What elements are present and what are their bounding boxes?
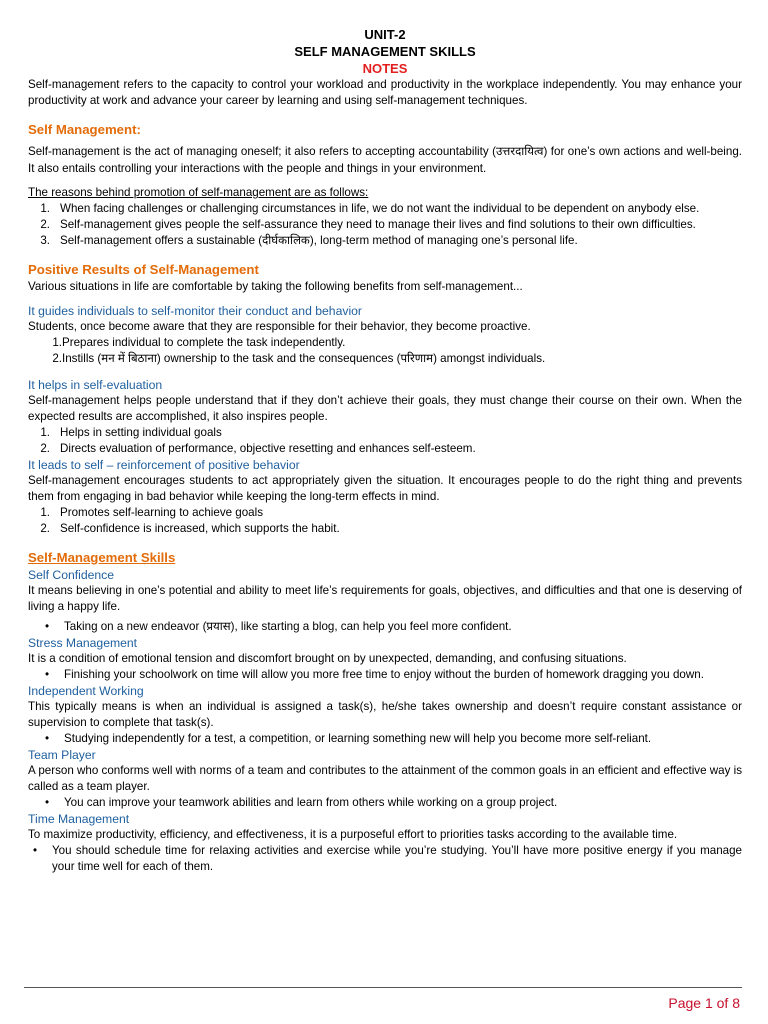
list-number: 2. [40,522,50,535]
bullet-item [28,795,742,811]
skill-title: Self Confidence [28,568,115,582]
footer-divider [24,987,742,988]
bullet-text: You should schedule time for relaxing activities and exercise while you’re studying. You’ll have more positive energy if you manage your time well for each of them. [52,844,742,873]
list-number: 3. [40,234,50,247]
list-item [28,521,742,537]
list-number: 1. [40,202,50,215]
bullet-item [28,667,742,683]
list-item [28,425,742,441]
skill-title: Stress Management [28,636,138,650]
positive-results-intro: Various situations in life are comfortable by taking the following benefits from self-management... [28,280,523,293]
skill-text: This typically means is when an individual is assigned a task(s), he/she takes ownership and doesn’t require constant assistance or supervision to complete that task(s). [28,700,742,729]
list-number: 2. [40,218,50,231]
list-number: 2. [52,352,62,365]
skill-text: It is a condition of emotional tension and discomfort brought on by unexpected, demanding, and confusing situations. [28,652,627,665]
reinforcement-text: Self-management encourages students to act appropriately given the situation. It encourages people to do the right thing and prevents them from engaging in bad behavior while keeping the long-term effects in mind. [28,474,742,503]
reasons-heading: The reasons behind promotion of self-management are as follows: [28,186,369,199]
list-text: Prepares individual to complete the task independently. [62,336,346,349]
list-text: Self-confidence is increased, which supports the habit. [60,522,340,535]
positive-results-heading: Positive Results of Self-Management [28,262,259,277]
bullet-icon: • [44,668,50,681]
list-item [28,201,742,217]
document-title: SELF MANAGEMENT SKILLS [294,44,476,59]
reasons-list [28,201,742,249]
self-management-definition: Self-management is the act of managing oneself; it also refers to accepting accountability (उत्तरदायित्व) for one’s own actions and well-being. It also entails controlling your interactions with the people and things in your environment. [28,145,742,175]
bullet-icon: • [32,844,38,857]
list-text: When facing challenges or challenging circumstances in life, we do not want the individual to be dependent on anybody else. [60,202,700,215]
skill-title: Time Management [28,812,130,826]
skills-heading: Self-Management Skills [28,550,176,565]
unit-label: UNIT-2 [364,27,406,42]
list-text: Directs evaluation of performance, objective resetting and enhances self-esteem. [60,442,476,455]
bullet-icon: • [44,620,50,633]
self-evaluation-text: Self-management helps people understand that if they don’t achieve their goals, they must change their course on their own. When the expected results are accomplished, it also inspires people. [28,394,742,423]
subheading-reinforcement: It leads to self – reinforcement of positive behavior [28,458,300,472]
list-text: Self-management gives people the self-assurance they need to manage their lives and find solutions to their own difficulties. [60,218,696,231]
list-number: 1. [40,506,50,519]
bullet-item [28,843,742,875]
notes-label: NOTES [362,61,408,76]
skill-text: To maximize productivity, efficiency, and effectiveness, it is a purposeful effort to priorities tasks according to the available time. [28,828,678,841]
list-number: 2. [40,442,50,455]
list-text: Self-management offers a sustainable (दीर्घकालिक), long-term method of managing one’s personal life. [60,234,578,247]
document-page [28,26,742,875]
page-number: Page 1 of 8 [668,995,740,1011]
list-number: 1. [52,336,62,349]
intro-paragraph: Self-management refers to the capacity to control your workload and productivity in the workplace independently. You may enhance your productivity at work and advance your career by learning and using self-management techniques. [28,78,742,107]
self-management-heading: Self Management: [28,122,141,137]
skill-title: Independent Working [28,684,144,698]
list-item [28,505,742,521]
bullet-item [28,731,742,747]
skill-text: It means believing in one’s potential and ability to meet life’s requirements for goals, objectives, and difficulties and that one is deserving of living a happy life. [28,584,742,613]
skill-text: A person who conforms well with norms of a team and contributes to the attainment of the common goals in an efficient and effective way is called as a team player. [28,764,742,793]
bullet-icon: • [44,796,50,809]
subheading-self-evaluation: It helps in self-evaluation [28,378,163,392]
list-item [28,441,742,457]
bullet-text: Studying independently for a test, a competition, or learning something new will help you become more self-reliant. [64,732,652,745]
list-item [28,233,742,249]
list-item [28,217,742,233]
list-text: Promotes self-learning to achieve goals [60,506,263,519]
list-item [28,351,742,367]
skill-title: Team Player [28,748,96,762]
bullet-text: Finishing your schoolwork on time will allow you more free time to enjoy without the burden of homework dragging you down. [64,668,704,681]
list-number: 1. [40,426,50,439]
bullet-text: Taking on a new endeavor (प्रयास), like starting a blog, can help you feel more confident. [64,620,512,633]
list-text: Helps in setting individual goals [60,426,222,439]
list-item [28,335,742,351]
bullet-icon: • [44,732,50,745]
bullet-text: You can improve your teamwork abilities and learn from others while working on a group project. [64,796,558,809]
list-text: Instills (मन में बिठाना) ownership to the task and the consequences (परिणाम) amongst individuals. [62,352,546,365]
bullet-item [28,619,742,635]
self-monitor-text: Students, once become aware that they are responsible for their behavior, they become proactive. [28,320,531,333]
subheading-self-monitor: It guides individuals to self-monitor their conduct and behavior [28,304,362,318]
